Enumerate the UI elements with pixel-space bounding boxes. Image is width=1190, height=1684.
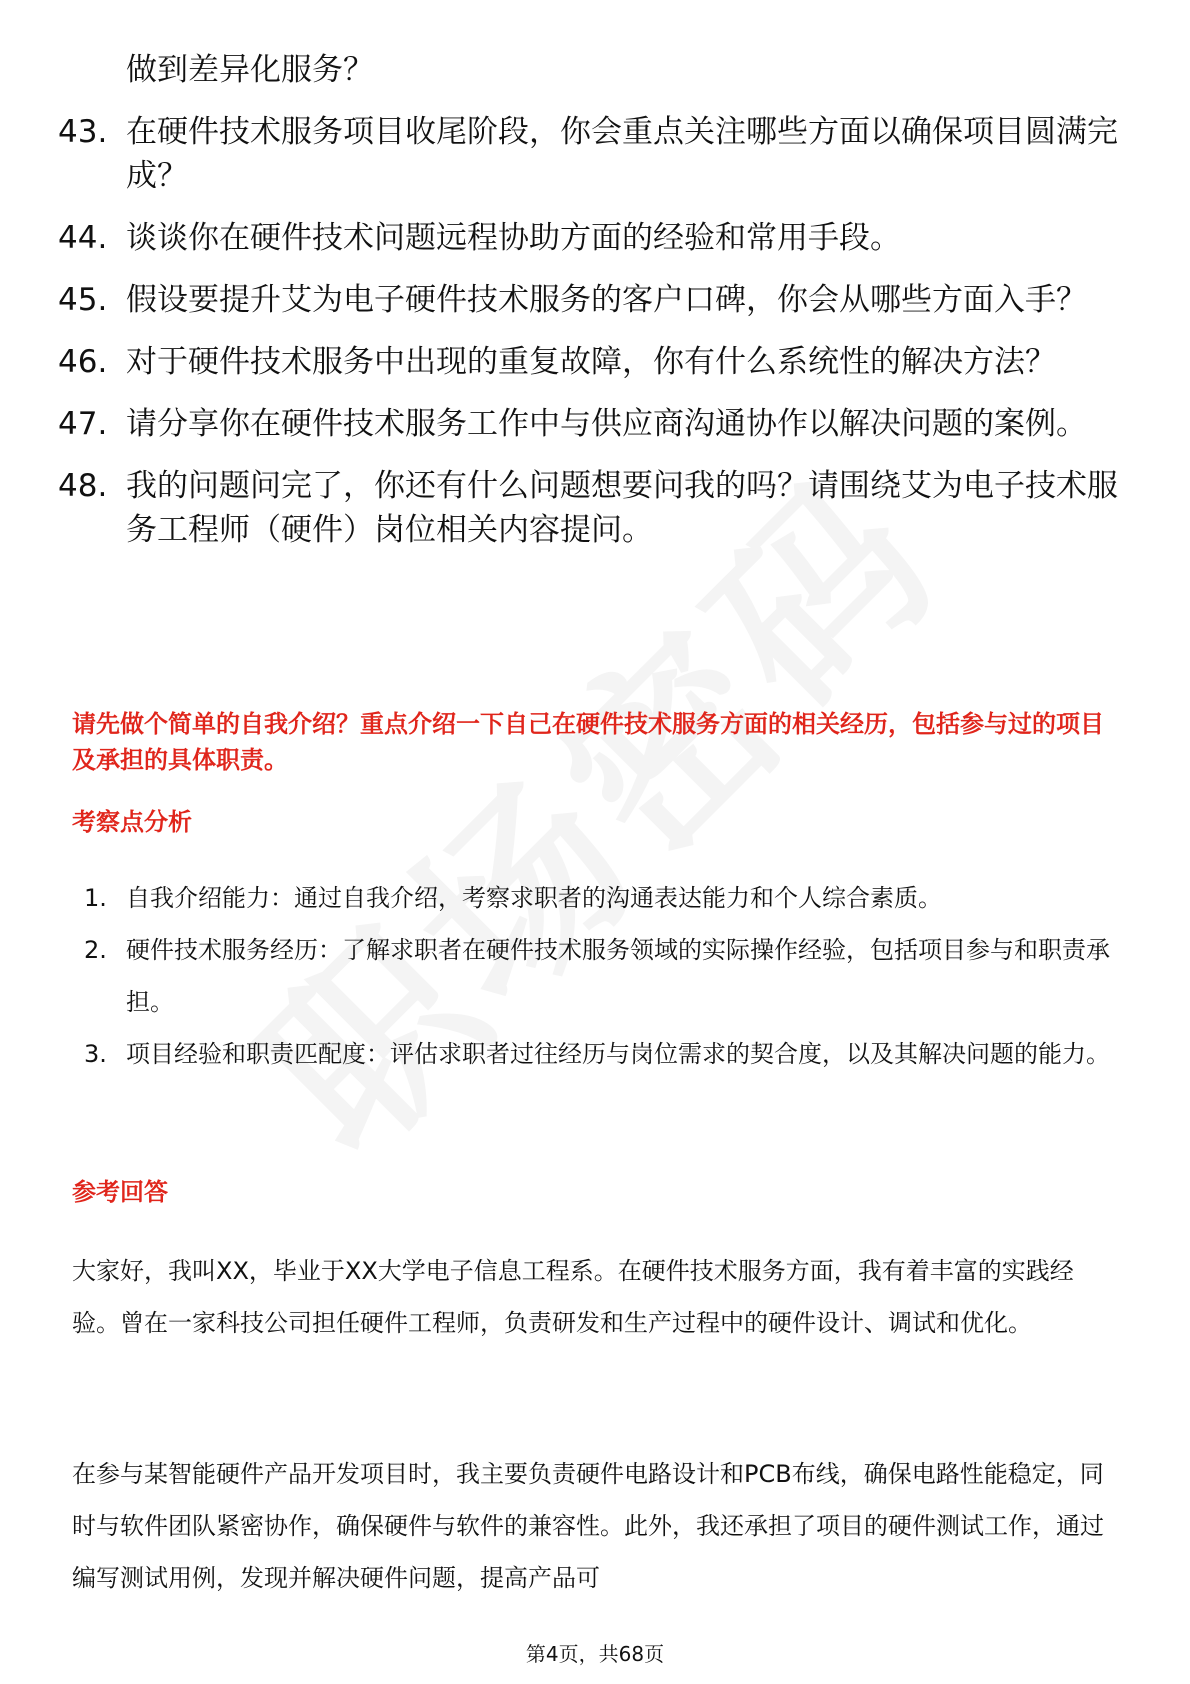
answer-heading: 参考回答 [72,1178,168,1206]
question-text: 对于硬件技术服务中出现的重复故障，你有什么系统性的解决方法？ [126,344,1056,380]
question-text: 请分享你在硬件技术服务工作中与供应商沟通协作以解决问题的案例。 [126,406,1087,442]
question-number: 48. [58,468,108,504]
analysis-item [84,1028,1124,1080]
question-text: 在硬件技术服务项目收尾阶段，你会重点关注哪些方面以确保项目圆满完成？ [126,114,1118,194]
question-list [58,48,1128,570]
question-item [58,216,1128,260]
answer-paragraph: 在参与某智能硬件产品开发项目时，我主要负责硬件电路设计和PCB布线，确保电路性能稳定，同时与软件团队紧密协作，确保硬件与软件的兼容性。此外，我还承担了项目的硬件测试工作，通过编写测试用例，发现并解决硬件问题，提高产品可 [72,1460,1104,1592]
analysis-heading: 考察点分析 [72,808,192,836]
analysis-number: 2. [84,936,107,964]
question-item [58,278,1128,322]
question-item [58,464,1128,552]
featured-question: 请先做个简单的自我介绍？重点介绍一下自己在硬件技术服务方面的相关经历，包括参与过的项目及承担的具体职责。 [72,710,1104,774]
analysis-item [84,924,1124,1028]
question-number: 47. [58,406,108,442]
question-text: 假设要提升艾为电子硬件技术服务的客户口碑，你会从哪些方面入手？ [126,282,1087,318]
page-number: 第4页，共68页 [525,1642,665,1666]
question-item [58,340,1128,384]
question-number: 43. [58,114,108,150]
question-text: 做到差异化服务？ [126,52,374,88]
analysis-item [84,872,1124,924]
analysis-text: 自我介绍能力：通过自我介绍，考察求职者的沟通表达能力和个人综合素质。 [126,884,942,912]
question-continuation [58,48,1128,92]
analysis-text: 项目经验和职责匹配度：评估求职者过往经历与岗位需求的契合度，以及其解决问题的能力。 [126,1040,1110,1068]
question-item [58,402,1128,446]
analysis-list [84,872,1124,1080]
question-number: 45. [58,282,108,318]
question-text: 谈谈你在硬件技术问题远程协助方面的经验和常用手段。 [126,220,901,256]
analysis-number: 3. [84,1040,107,1068]
analysis-text: 硬件技术服务经历：了解求职者在硬件技术服务领域的实际操作经验，包括项目参与和职责承担。 [126,936,1110,1016]
question-item [58,110,1128,198]
question-text: 我的问题问完了，你还有什么问题想要问我的吗？请围绕艾为电子技术服务工程师（硬件）岗位相关内容提问。 [126,468,1118,548]
answer-paragraph: 大家好，我叫XX，毕业于XX大学电子信息工程系。在硬件技术服务方面，我有着丰富的实践经验。曾在一家科技公司担任硬件工程师，负责研发和生产过程中的硬件设计、调试和优化。 [72,1257,1074,1337]
question-number: 46. [58,344,108,380]
analysis-number: 1. [84,884,107,912]
question-number: 44. [58,220,108,256]
